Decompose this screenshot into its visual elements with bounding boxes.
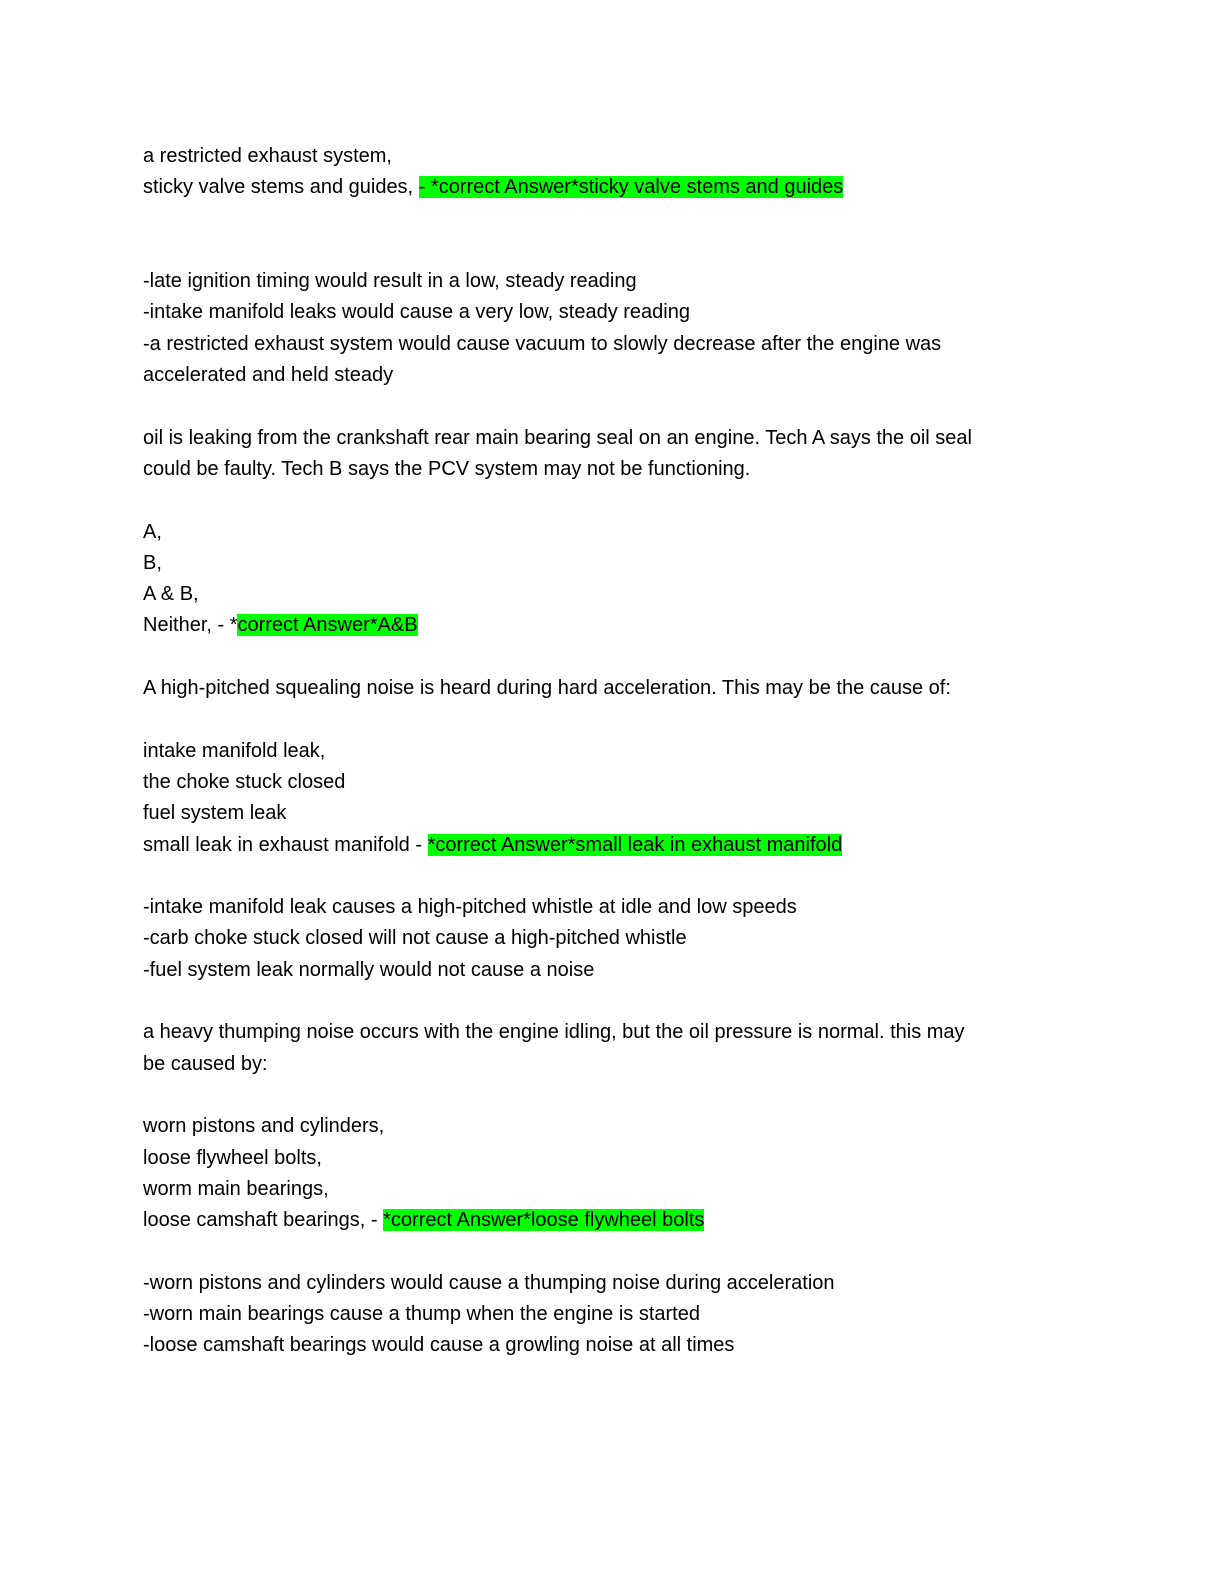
text-line xyxy=(143,767,1063,798)
blank-line xyxy=(143,1080,1063,1111)
text-line xyxy=(143,548,1063,579)
line-text: a restricted exhaust system, xyxy=(143,145,392,167)
text-line xyxy=(143,172,1063,203)
line-text: A & B, xyxy=(143,583,199,606)
blank-line xyxy=(143,391,1063,422)
line-text: B, xyxy=(143,551,162,574)
blank-line xyxy=(143,485,1063,516)
text-line xyxy=(143,517,1063,548)
line-text: the choke stuck closed xyxy=(143,770,346,793)
line-text: A high-pitched squealing noise is heard during hard acceleration. This may be the cause of: xyxy=(143,677,951,700)
line-text: -worn pistons and cylinders would cause a thumping noise during acceleration xyxy=(143,1271,835,1294)
blank-line xyxy=(143,704,1063,735)
text-line xyxy=(143,955,1063,986)
line-text: worm main bearings, xyxy=(143,1177,329,1200)
text-line xyxy=(143,1268,1063,1299)
line-text: loose camshaft bearings, - xyxy=(143,1209,384,1232)
text-line xyxy=(143,579,1063,610)
line-text: small leak in exhaust manifold - xyxy=(143,833,428,856)
line-text: sticky valve stems and guides, xyxy=(143,176,419,199)
line-text: could be faulty. Tech B says the PCV system may not be functioning. xyxy=(143,457,751,480)
text-line xyxy=(143,454,1063,485)
line-text: fuel system leak xyxy=(143,802,287,825)
correct-answer-highlight: correct Answer*A&B xyxy=(237,614,418,637)
text-line xyxy=(143,830,1063,861)
text-line xyxy=(143,1205,1063,1236)
text-line xyxy=(143,798,1063,829)
line-text: -fuel system leak normally would not cause a noise xyxy=(143,958,595,981)
text-line xyxy=(143,923,1063,954)
line-text: -late ignition timing would result in a low, steady reading xyxy=(143,270,637,293)
blank-line xyxy=(143,642,1063,673)
line-text: a heavy thumping noise occurs with the engine idling, but the oil pressure is normal. this may xyxy=(143,1021,965,1044)
line-text: -carb choke stuck closed will not cause a high-pitched whistle xyxy=(143,927,687,950)
line-text: -loose camshaft bearings would cause a growling noise at all times xyxy=(143,1334,735,1357)
text-line xyxy=(143,610,1063,641)
document-body xyxy=(143,141,1063,1362)
line-text: oil is leaking from the crankshaft rear main bearing seal on an engine. Tech A says the oil seal xyxy=(143,426,972,449)
blank-line xyxy=(143,986,1063,1017)
line-text: A, xyxy=(143,520,162,543)
text-line xyxy=(143,1111,1063,1142)
text-line xyxy=(143,673,1063,704)
line-text: -intake manifold leak causes a high-pitched whistle at idle and low speeds xyxy=(143,896,797,919)
text-line xyxy=(143,297,1063,328)
line-text: worn pistons and cylinders, xyxy=(143,1115,385,1138)
text-line xyxy=(143,1174,1063,1205)
blank-line xyxy=(143,204,1063,235)
line-text: -intake manifold leaks would cause a very low, steady reading xyxy=(143,301,690,324)
text-line xyxy=(143,1299,1063,1330)
line-text: -worn main bearings cause a thump when the engine is started xyxy=(143,1302,700,1325)
line-text: loose flywheel bolts, xyxy=(143,1146,322,1169)
line-text: intake manifold leak, xyxy=(143,739,326,762)
text-line xyxy=(143,1330,1063,1361)
text-line xyxy=(143,141,1063,172)
line-text: accelerated and held steady xyxy=(143,364,394,387)
blank-line xyxy=(143,235,1063,266)
correct-answer-highlight: *correct Answer*small leak in exhaust manifold xyxy=(427,833,843,856)
text-line xyxy=(143,892,1063,923)
text-line xyxy=(143,1049,1063,1080)
text-line xyxy=(143,360,1063,391)
correct-answer-highlight: - *correct Answer*sticky valve stems and guides xyxy=(418,176,844,199)
text-line xyxy=(143,736,1063,767)
line-text: be caused by: xyxy=(143,1052,268,1075)
line-text: -a restricted exhaust system would cause vacuum to slowly decrease after the engine was xyxy=(143,332,942,355)
text-line xyxy=(143,1143,1063,1174)
blank-line xyxy=(143,861,1063,892)
text-line xyxy=(143,1017,1063,1048)
text-line xyxy=(143,266,1063,297)
correct-answer-highlight: *correct Answer*loose flywheel bolts xyxy=(383,1209,705,1232)
blank-line xyxy=(143,1236,1063,1267)
text-line xyxy=(143,329,1063,360)
line-text: Neither, - * xyxy=(143,614,238,637)
text-line xyxy=(143,423,1063,454)
